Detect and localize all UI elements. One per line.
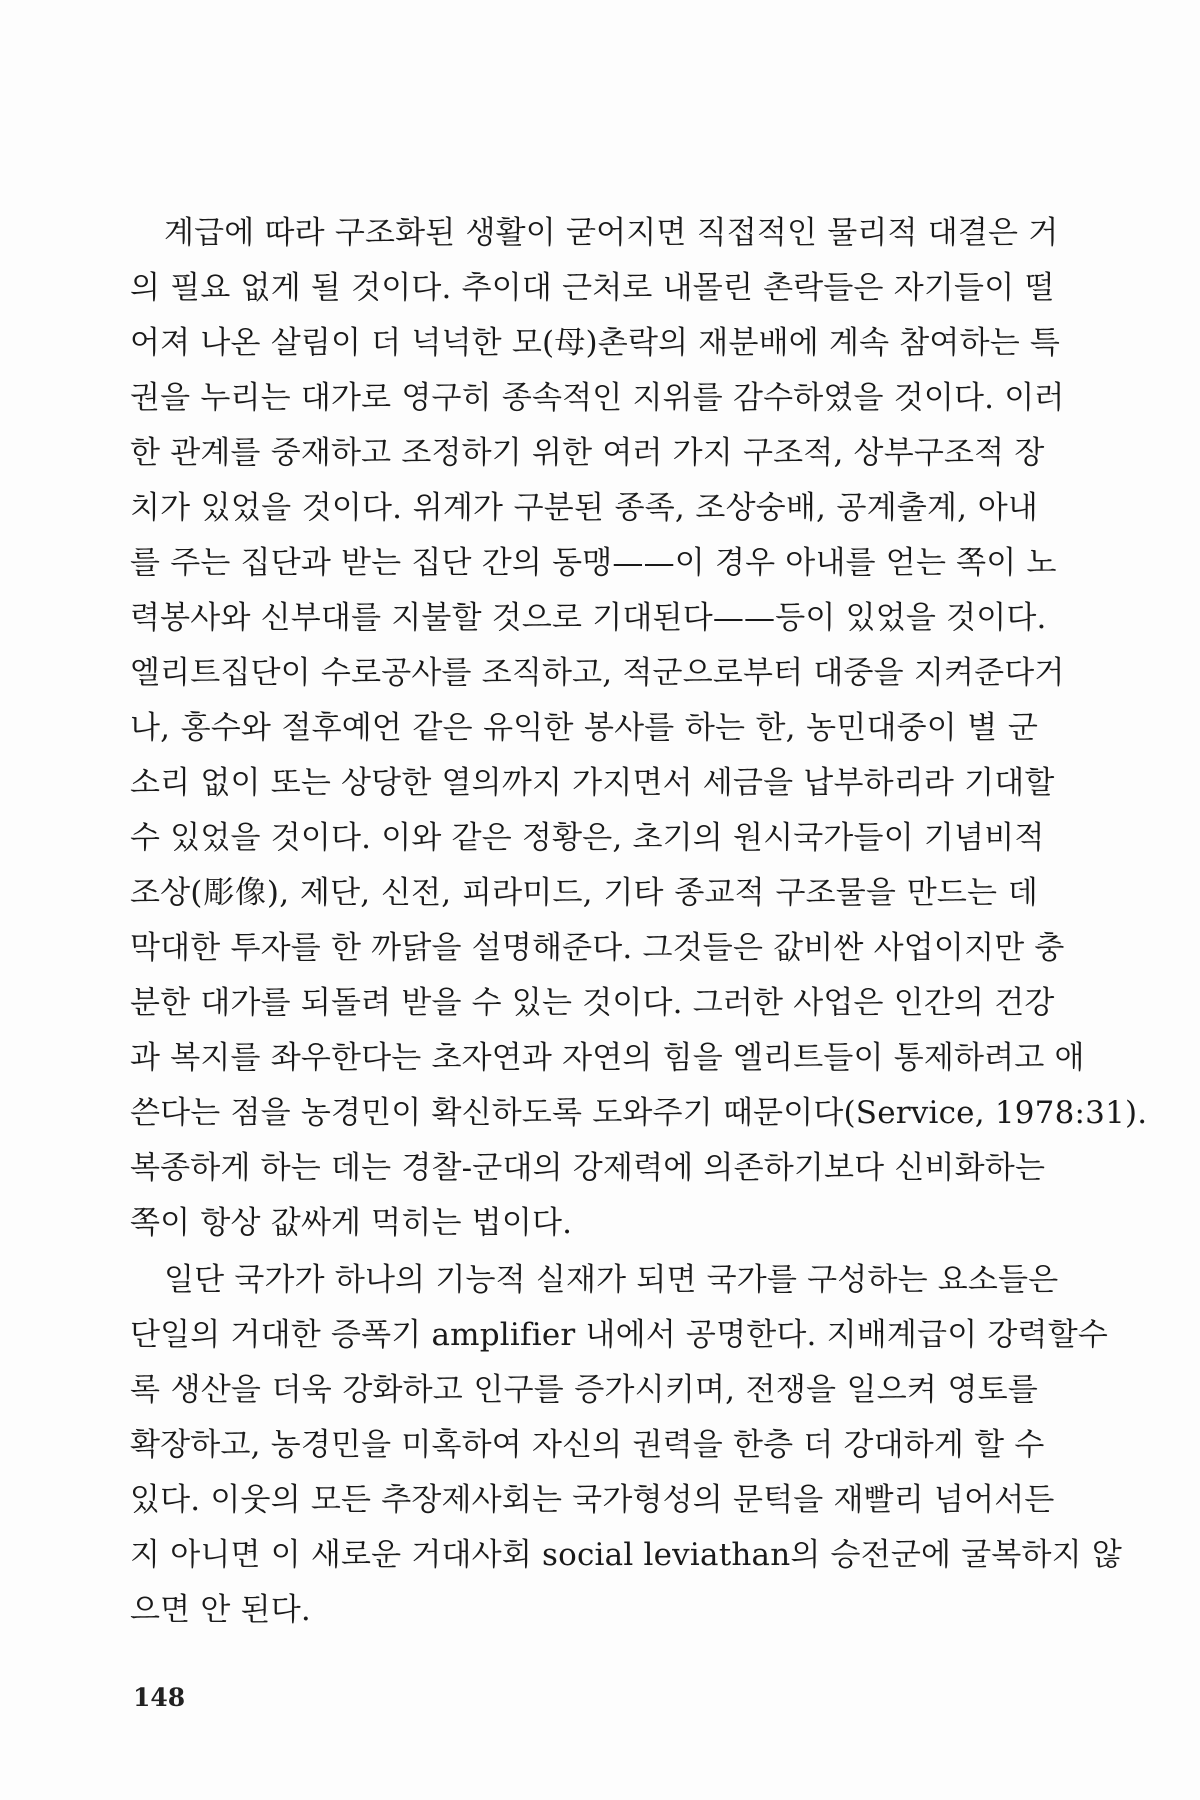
text-line: 으면 안 된다. — [130, 1592, 311, 1628]
text-line: 치가 있었을 것이다. 위계가 구분된 종족, 조상숭배, 공계출계, 아내 — [130, 490, 1038, 526]
text-line: 력봉사와 신부대를 지불할 것으로 기대된다——등이 있었을 것이다. — [130, 600, 1047, 636]
body-text — [130, 206, 1148, 1638]
text-line: 수 있었을 것이다. 이와 같은 정황은, 초기의 원시국가들이 기념비적 — [130, 820, 1045, 856]
text-line: 록 생산을 더욱 강화하고 인구를 증가시키며, 전쟁을 일으켜 영토를 — [130, 1372, 1038, 1408]
text-line: 쓴다는 점을 농경민이 확신하도록 도와주기 때문이다(Service, 1978:31). — [130, 1095, 1148, 1131]
text-line: 를 주는 집단과 받는 집단 간의 동맹——이 경우 아내를 얻는 쪽이 노 — [130, 545, 1057, 581]
text-line: 조상(彫像), 제단, 신전, 피라미드, 기타 종교적 구조물을 만드는 데 — [130, 875, 1038, 911]
text-line: 엘리트집단이 수로공사를 조직하고, 적군으로부터 대중을 지켜준다거 — [130, 655, 1065, 691]
text-line: 쪽이 항상 값싸게 먹히는 법이다. — [130, 1205, 573, 1241]
text-line: 분한 대가를 되돌려 받을 수 있는 것이다. 그러한 사업은 인간의 건강 — [130, 985, 1055, 1021]
text-line: 막대한 투자를 한 까닭을 설명해준다. 그것들은 값비싼 사업이지만 충 — [130, 930, 1065, 966]
text-line: 계급에 따라 구조화된 생활이 굳어지면 직접적인 물리적 대결은 거 — [164, 215, 1059, 251]
text-line: 지 아니면 이 새로운 거대사회 social leviathan의 승전군에 굴복하지 않 — [130, 1537, 1122, 1573]
text-line: 한 관계를 중재하고 조정하기 위한 여러 가지 구조적, 상부구조적 장 — [130, 435, 1045, 471]
text-line: 소리 없이 또는 상당한 열의까지 가지면서 세금을 납부하리라 기대할 — [130, 765, 1055, 801]
paragraph-1 — [130, 206, 1148, 1251]
paragraph-2 — [130, 1253, 1122, 1638]
page-number: 148 — [133, 1683, 186, 1712]
text-line: 있다. 이웃의 모든 추장제사회는 국가형성의 문턱을 재빨리 넘어서든 — [130, 1482, 1055, 1518]
text-line: 과 복지를 좌우한다는 초자연과 자연의 힘을 엘리트들이 통제하려고 애 — [130, 1040, 1085, 1076]
text-line: 의 필요 없게 될 것이다. 추이대 근처로 내몰린 촌락들은 자기들이 떨 — [130, 270, 1055, 306]
text-line: 어져 나온 살림이 더 넉넉한 모(母)촌락의 재분배에 계속 참여하는 특 — [130, 325, 1061, 361]
text-line: 복종하게 하는 데는 경찰-군대의 강제력에 의존하기보다 신비화하는 — [130, 1150, 1046, 1186]
text-line: 나, 홍수와 절후예언 같은 유익한 봉사를 하는 한, 농민대중이 별 군 — [130, 710, 1038, 746]
text-line: 일단 국가가 하나의 기능적 실재가 되면 국가를 구성하는 요소들은 — [164, 1262, 1059, 1298]
text-line: 확장하고, 농경민을 미혹하여 자신의 권력을 한층 더 강대하게 할 수 — [130, 1427, 1045, 1463]
text-line: 단일의 거대한 증폭기 amplifier 내에서 공명한다. 지배계급이 강력할수 — [130, 1317, 1108, 1353]
text-line: 권을 누리는 대가로 영구히 종속적인 지위를 감수하였을 것이다. 이러 — [130, 380, 1065, 416]
